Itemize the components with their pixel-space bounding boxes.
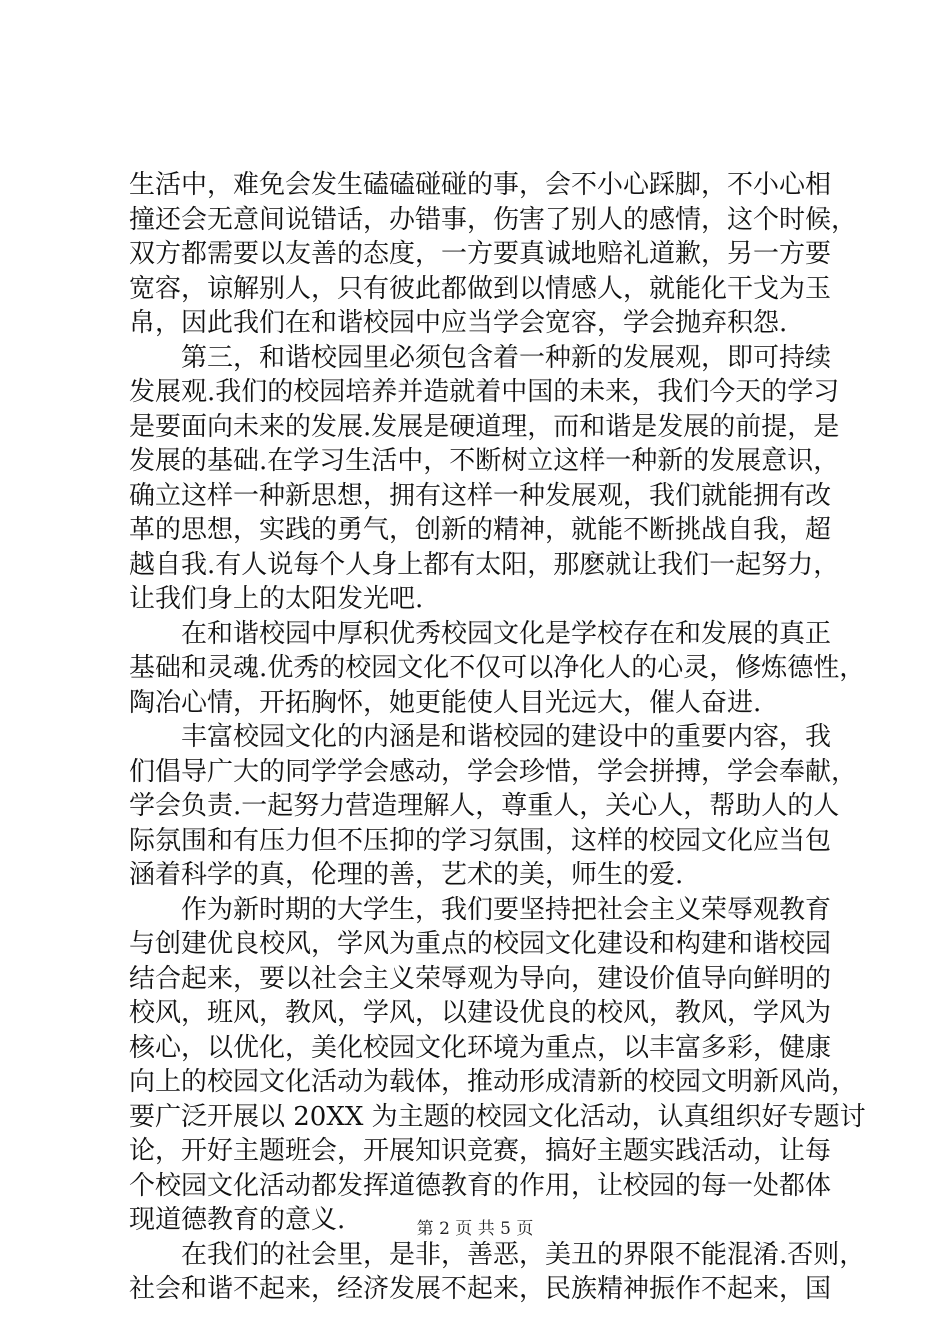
text-line: 陶冶心情，开拓胸怀，她更能使人目光远大，催人奋进.: [129, 687, 762, 718]
text-line: 们倡导广大的同学学会感动，学会珍惜，学会拼搏，学会奉献，: [129, 756, 858, 787]
text-line: 发展的基础.在学习生活中，不断树立这样一种新的发展意识，: [129, 446, 840, 476]
text-line: 撞还会无意间说错话，办错事，伤害了别人的感情，这个时候，: [129, 204, 858, 235]
text-line: 社会和谐不起来，经济发展不起来，民族精神振作不起来，国: [129, 1274, 832, 1304]
text-line: 作为新时期的大学生，我们要坚持把社会主义荣辱观教育: [181, 894, 832, 925]
text-line: 是要面向未来的发展.发展是硬道理，而和谐是发展的前提，是: [129, 411, 840, 442]
text-line: 涵着科学的真，伦理的善，艺术的美，师生的爱.: [129, 860, 684, 890]
text-line: 要广泛开展以 20XX 为主题的校园文化活动，认真组织好专题讨: [129, 1101, 866, 1132]
text-line: 与创建优良校风，学风为重点的校园文化建设和构建和谐校园: [129, 929, 832, 959]
page-footer: [0, 1214, 950, 1239]
text-line: 越自我.有人说每个人身上都有太阳，那麽就让我们一起努力，: [129, 549, 840, 580]
text-line: 在和谐校园中厚积优秀校园文化是学校存在和发展的真正: [181, 618, 832, 649]
text-line: 丰富校园文化的内涵是和谐校园的建设中的重要内容，我: [181, 722, 832, 752]
text-line: 宽容，谅解别人，只有彼此都做到以情感人，就能化干戈为玉: [129, 273, 832, 304]
text-line: 论，开好主题班会，开展知识竞赛，搞好主题实践活动，让每: [129, 1136, 832, 1166]
text-line: 革的思想，实践的勇气，创新的精神，就能不断挑战自我，超: [129, 515, 832, 545]
text-line: 结合起来，要以社会主义荣辱观为导向，建设价值导向鲜明的: [129, 963, 832, 994]
text-line: 在我们的社会里，是非，善恶，美丑的界限不能混淆.否则，: [181, 1239, 866, 1270]
text-line: 生活中，难免会发生磕磕碰碰的事，会不小心踩脚，不小心相: [129, 170, 832, 200]
text-line: 双方都需要以友善的态度，一方要真诚地赔礼道歉，另一方要: [129, 239, 832, 269]
text-line: 现道德教育的意义.: [129, 1205, 346, 1235]
text-line: 帛，因此我们在和谐校园中应当学会宽容，学会抛弃积怨.: [129, 308, 788, 338]
text-line: 个校园文化活动都发挥道德教育的作用，让校园的每一处都体: [129, 1170, 832, 1201]
text-line: 际氛围和有压力但不压抑的学习氛围，这样的校园文化应当包: [129, 825, 832, 856]
text-line: 确立这样一种新思想，拥有这样一种发展观，我们就能拥有改: [129, 480, 832, 511]
page-number: 第 2 页 共 5 页: [416, 1219, 534, 1239]
text-line: 校风，班风，教风，学风，以建设优良的校风，教风，学风为: [129, 998, 832, 1028]
text-line: 第三，和谐校园里必须包含着一种新的发展观，即可持续: [181, 342, 832, 373]
text-line: 学会负责.一起努力营造理解人，尊重人，关心人，帮助人的人: [129, 791, 840, 821]
text-line: 基础和灵魂.优秀的校园文化不仅可以净化人的心灵，修炼德性，: [129, 653, 866, 683]
text-line: 核心，以优化，美化校园文化环境为重点，以丰富多彩，健康: [129, 1032, 832, 1063]
document-body: [129, 168, 866, 1307]
text-line: 向上的校园文化活动为载体，推动形成清新的校园文明新风尚，: [129, 1067, 858, 1097]
text-line: 让我们身上的太阳发光吧.: [129, 584, 424, 614]
text-line: 发展观.我们的校园培养并造就着中国的未来，我们今天的学习: [129, 377, 840, 407]
